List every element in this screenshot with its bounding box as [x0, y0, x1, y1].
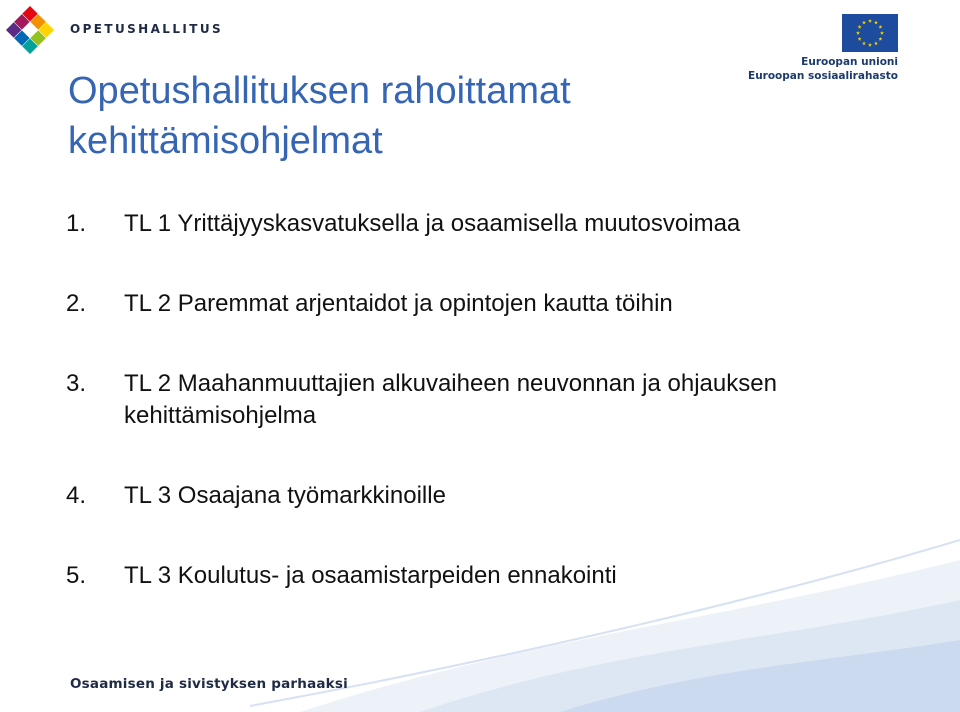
list-item-number: 2. — [66, 290, 87, 317]
list-item-text-line-1: TL 2 Maahanmuuttajien alkuvaiheen neuvonnan ja ohjauksen — [124, 370, 777, 397]
eu-social-fund-label: Euroopan sosiaalirahasto — [748, 70, 898, 82]
list-item-number: 3. — [66, 370, 87, 397]
slide-title — [68, 66, 788, 166]
eu-union-label: Euroopan unioni — [801, 56, 898, 68]
organization-name: OPETUSHALLITUS — [70, 22, 224, 36]
slide-title-line-2: kehittämisohjelmat — [68, 120, 383, 162]
eu-flag-icon — [842, 14, 898, 52]
list-item-text: TL 3 Osaajana työmarkkinoille — [124, 482, 446, 509]
list-item-text: TL 3 Koulutus- ja osaamistarpeiden ennakointi — [124, 562, 617, 589]
list-item-text: TL 1 Yrittäjyyskasvatuksella ja osaamisella muutosvoimaa — [124, 210, 741, 237]
slide-title-line-1: Opetushallituksen rahoittamat — [68, 70, 571, 112]
list-item-number: 4. — [66, 482, 87, 509]
list-item-text: TL 2 Paremmat arjentaidot ja opintojen kautta töihin — [124, 290, 673, 317]
list-item-text-line-2: kehittämisohjelma — [124, 402, 317, 429]
list-item-number: 5. — [66, 562, 87, 589]
footer-slogan: Osaamisen ja sivistyksen parhaaksi — [70, 676, 348, 692]
opetushallitus-logo-icon — [4, 4, 56, 56]
list-item-number: 1. — [66, 210, 87, 237]
